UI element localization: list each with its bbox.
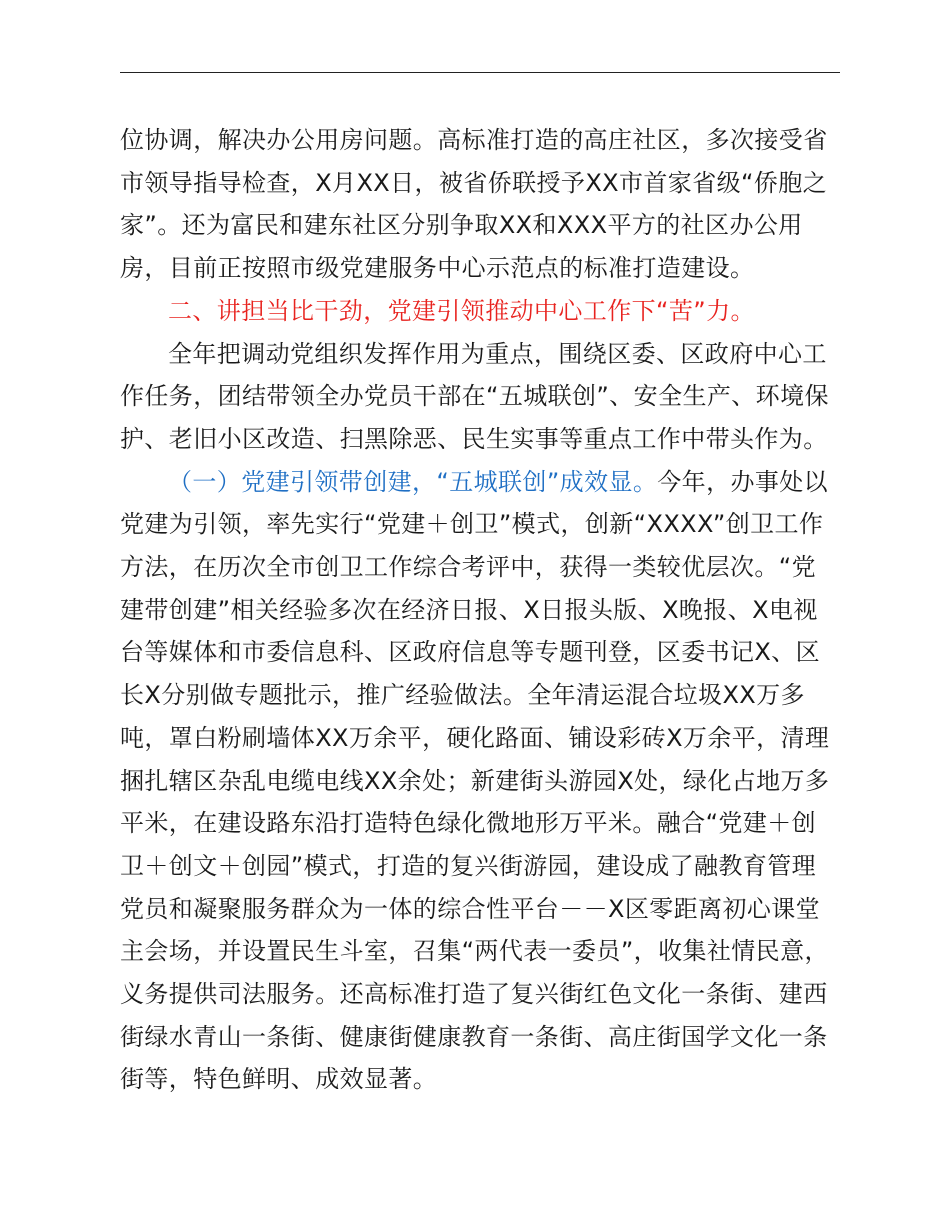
document-page [120, 72, 840, 1101]
section-heading: 二、讲担当比干劲，党建引领推动中心工作下“苦”力。 [168, 296, 755, 325]
header-rule [120, 72, 840, 73]
paragraph-intro: 全年把调动党组织发挥作用为重点，围绕区委、区政府中心工作任务，团结带领全办党员干部在“五城联创”、安全生产、环境保护、老旧小区改造、扫黑除恶、民生实事等重点工作中带头作为。 [120, 339, 829, 453]
paragraph-body: 今年，办事处以党建为引领，率先实行“党建＋创卫”模式，创新“XXXX”创卫工作方法，在历次全市创卫工作综合考评中，获得一类较优层次。“党建带创建”相关经验多次在经济日报、X日报头版、X晚报、X电视台等媒体和市委信息科、区政府信息等专题刊登，区委书记X、区长X分别做专题批示，推广经验做法。全年清运混合垃圾XX万多吨，罩白粉刷墙体XX万余平，硬化路面、铺设彩砖X万余平，清理捆扎辖区杂乱电缆电线XX余处；新建街头游园X处，绿化占地万多平米，在建设路东沿打造特色绿化微地形万平米。融合“党建＋创卫＋创文＋创园”模式，打造的复兴街游园，建设成了融教育管理党员和凝聚服务群众为一体的综合性平台－－X区零距离初心课堂主会场，并设置民生斗室，召集“两代表一委员”，收集社情民意，义务提供司法服务。还高标准打造了复兴街红色文化一条街、建西街绿水青山一条街、健康街健康教育一条街、高庄街国学文化一条街等，特色鲜明、成效显著。 [120, 467, 830, 1094]
document-body [120, 119, 840, 1101]
subheading: （一）党建引领带创建，“五城联创”成效显。 [168, 467, 658, 496]
paragraph-with-subheading [120, 461, 840, 1102]
paragraph-continuation: 位协调，解决办公用房问题。高标准打造的高庄社区，多次接受省市领导指导检查，X月XX日，被省侨联授予XX市首家省级“侨胞之家”。还为富民和建东社区分别争取XX和XXX平方的社区办公用房，目前正按照市级党建服务中心示范点的标准打造建设。 [120, 126, 828, 283]
